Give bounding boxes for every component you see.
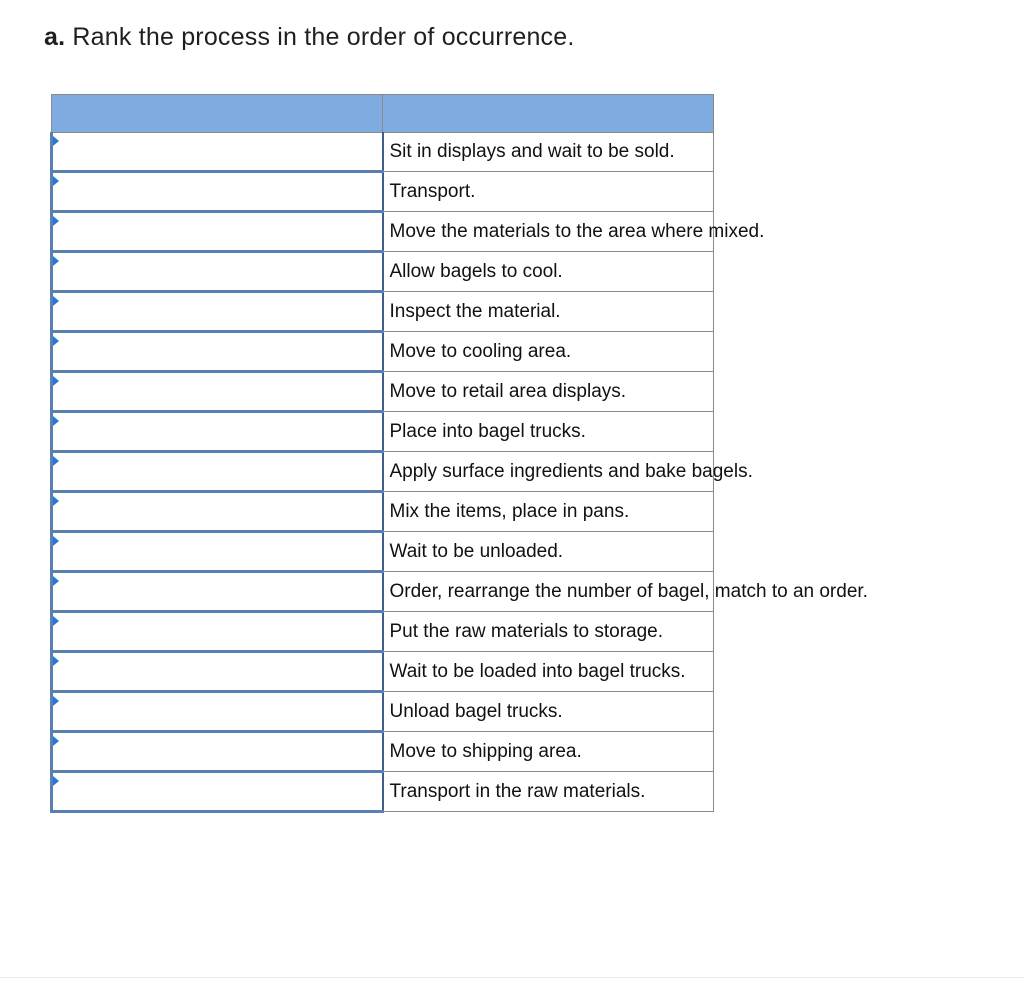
process-step-text: Inspect the material. (383, 292, 714, 332)
dropdown-marker-icon (53, 696, 59, 706)
rank-dropdown[interactable] (53, 693, 382, 730)
rank-dropdown[interactable] (53, 613, 382, 650)
table-row (52, 292, 714, 332)
question-prompt (44, 20, 575, 54)
dropdown-marker-icon (53, 416, 59, 426)
rank-cell (52, 572, 383, 612)
rank-cell (52, 252, 383, 292)
rank-cell (52, 492, 383, 532)
dropdown-marker-icon (53, 256, 59, 266)
process-step-text: Wait to be loaded into bagel trucks. (383, 652, 714, 692)
dropdown-marker-icon (53, 216, 59, 226)
process-step-text: Sit in displays and wait to be sold. (383, 133, 714, 172)
rank-dropdown[interactable] (53, 533, 382, 570)
table-row (52, 652, 714, 692)
rank-cell (52, 732, 383, 772)
rank-cell (52, 412, 383, 452)
rank-cell (52, 612, 383, 652)
table-row (52, 412, 714, 452)
rank-dropdown[interactable] (53, 653, 382, 690)
rank-dropdown[interactable] (53, 773, 382, 810)
table-row (52, 732, 714, 772)
table-row (52, 492, 714, 532)
dropdown-marker-icon (53, 496, 59, 506)
process-step-text: Move to retail area displays. (383, 372, 714, 412)
dropdown-marker-icon (53, 536, 59, 546)
table-row (52, 772, 714, 812)
table-row (52, 372, 714, 412)
process-step-text: Wait to be unloaded. (383, 532, 714, 572)
rank-cell (52, 692, 383, 732)
dropdown-marker-icon (53, 736, 59, 746)
table-row (52, 133, 714, 172)
dropdown-marker-icon (53, 776, 59, 786)
process-step-text: Move to cooling area. (383, 332, 714, 372)
table-row (52, 692, 714, 732)
rank-cell (52, 332, 383, 372)
header-cell-rank (52, 95, 383, 133)
table-row (52, 572, 714, 612)
ranking-table (50, 94, 868, 813)
question-letter: a. (44, 23, 66, 51)
dropdown-marker-icon (53, 656, 59, 666)
process-step-text: Put the raw materials to storage. (383, 612, 714, 652)
rank-cell (52, 452, 383, 492)
question-text: Rank the process in the order of occurrence. (65, 23, 575, 51)
process-step-text: Unload bagel trucks. (383, 692, 714, 732)
process-step-text: Move to shipping area. (383, 732, 714, 772)
rank-cell (52, 652, 383, 692)
dropdown-marker-icon (53, 336, 59, 346)
table-row (52, 332, 714, 372)
dropdown-marker-icon (53, 616, 59, 626)
rank-dropdown[interactable] (53, 253, 382, 290)
rank-dropdown[interactable] (53, 373, 382, 410)
rank-dropdown[interactable] (53, 573, 382, 610)
dropdown-marker-icon (53, 456, 59, 466)
process-step-text: Order, rearrange the number of bagel, match to an order. (383, 572, 714, 612)
dropdown-marker-icon (53, 576, 59, 586)
dropdown-marker-icon (53, 176, 59, 186)
rank-dropdown[interactable] (53, 173, 382, 210)
rank-cell (52, 772, 383, 812)
rank-dropdown[interactable] (53, 413, 382, 450)
dropdown-marker-icon (53, 376, 59, 386)
process-step-text: Move the materials to the area where mixed. (383, 212, 714, 252)
process-step-text: Allow bagels to cool. (383, 252, 714, 292)
rank-cell (52, 532, 383, 572)
rank-cell (52, 292, 383, 332)
process-step-text: Apply surface ingredients and bake bagels. (383, 452, 714, 492)
rank-dropdown[interactable] (53, 133, 382, 170)
table-row (52, 532, 714, 572)
process-step-text: Place into bagel trucks. (383, 412, 714, 452)
table-row (52, 612, 714, 652)
table-row (52, 252, 714, 292)
dropdown-marker-icon (53, 296, 59, 306)
process-step-text: Transport. (383, 172, 714, 212)
rank-cell (52, 172, 383, 212)
process-step-text: Mix the items, place in pans. (383, 492, 714, 532)
rank-cell (52, 372, 383, 412)
rank-dropdown[interactable] (53, 213, 382, 250)
divider (0, 977, 1024, 978)
dropdown-marker-icon (53, 136, 59, 146)
rank-dropdown[interactable] (53, 333, 382, 370)
table-header-row (52, 95, 714, 133)
rank-cell (52, 212, 383, 252)
rank-dropdown[interactable] (53, 453, 382, 490)
rank-dropdown[interactable] (53, 733, 382, 770)
rank-dropdown[interactable] (53, 293, 382, 330)
table-row (52, 212, 714, 252)
header-cell-step (383, 95, 714, 133)
table-body (52, 133, 868, 812)
process-step-text: Transport in the raw materials. (383, 772, 714, 812)
rank-dropdown[interactable] (53, 493, 382, 530)
table-row (52, 452, 714, 492)
table-row (52, 172, 714, 212)
rank-cell (52, 133, 383, 172)
